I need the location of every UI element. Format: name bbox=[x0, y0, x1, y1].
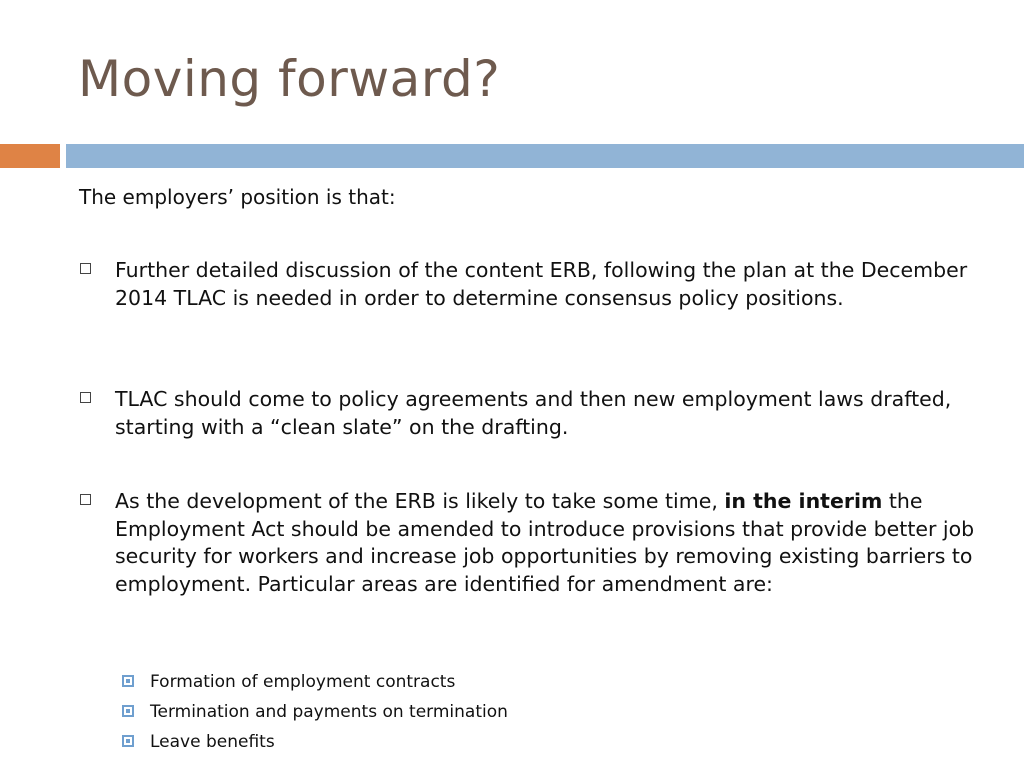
bullet-item bbox=[80, 257, 990, 312]
sub-bullet-item bbox=[122, 671, 822, 693]
bullet-text-part: As the development of the ERB is likely to take some time, bbox=[115, 489, 725, 513]
hollow-square-icon bbox=[80, 263, 91, 274]
blue-square-bullet-icon bbox=[122, 705, 134, 717]
bullet-text-part: the Employment Act should be amended to introduce provisions that provide better job security for workers and increase job opportunities by removing existing barriers to employment. Particular areas are identified for amendment are: bbox=[115, 489, 975, 596]
sub-bullet-text: Termination and payments on termination bbox=[150, 702, 508, 722]
accent-bar-blue bbox=[66, 144, 1024, 168]
sub-bullet-item bbox=[122, 701, 822, 723]
hollow-square-icon bbox=[80, 494, 91, 505]
bullet-text-emphasis: in the interim bbox=[724, 489, 883, 513]
hollow-square-icon bbox=[80, 392, 91, 403]
accent-bar-orange bbox=[0, 144, 60, 168]
bullet-item bbox=[80, 488, 990, 598]
blue-square-bullet-icon bbox=[122, 735, 134, 747]
sub-bullet-text: Formation of employment contracts bbox=[150, 672, 456, 692]
bullet-text: Further detailed discussion of the content ERB, following the plan at the December 2014 TLAC is needed in order to determine consensus policy positions. bbox=[115, 258, 968, 310]
blue-square-bullet-icon bbox=[122, 675, 134, 687]
intro-text: The employers’ position is that: bbox=[79, 185, 396, 209]
slide-title: Moving forward? bbox=[78, 50, 501, 108]
bullet-text: TLAC should come to policy agreements and then new employment laws drafted, starting with a “clean slate” on the drafting. bbox=[115, 387, 952, 439]
sub-bullet-text: Leave benefits bbox=[150, 732, 275, 752]
sub-bullet-item bbox=[122, 731, 822, 753]
bullet-text bbox=[115, 488, 990, 598]
bullet-item bbox=[80, 386, 990, 441]
